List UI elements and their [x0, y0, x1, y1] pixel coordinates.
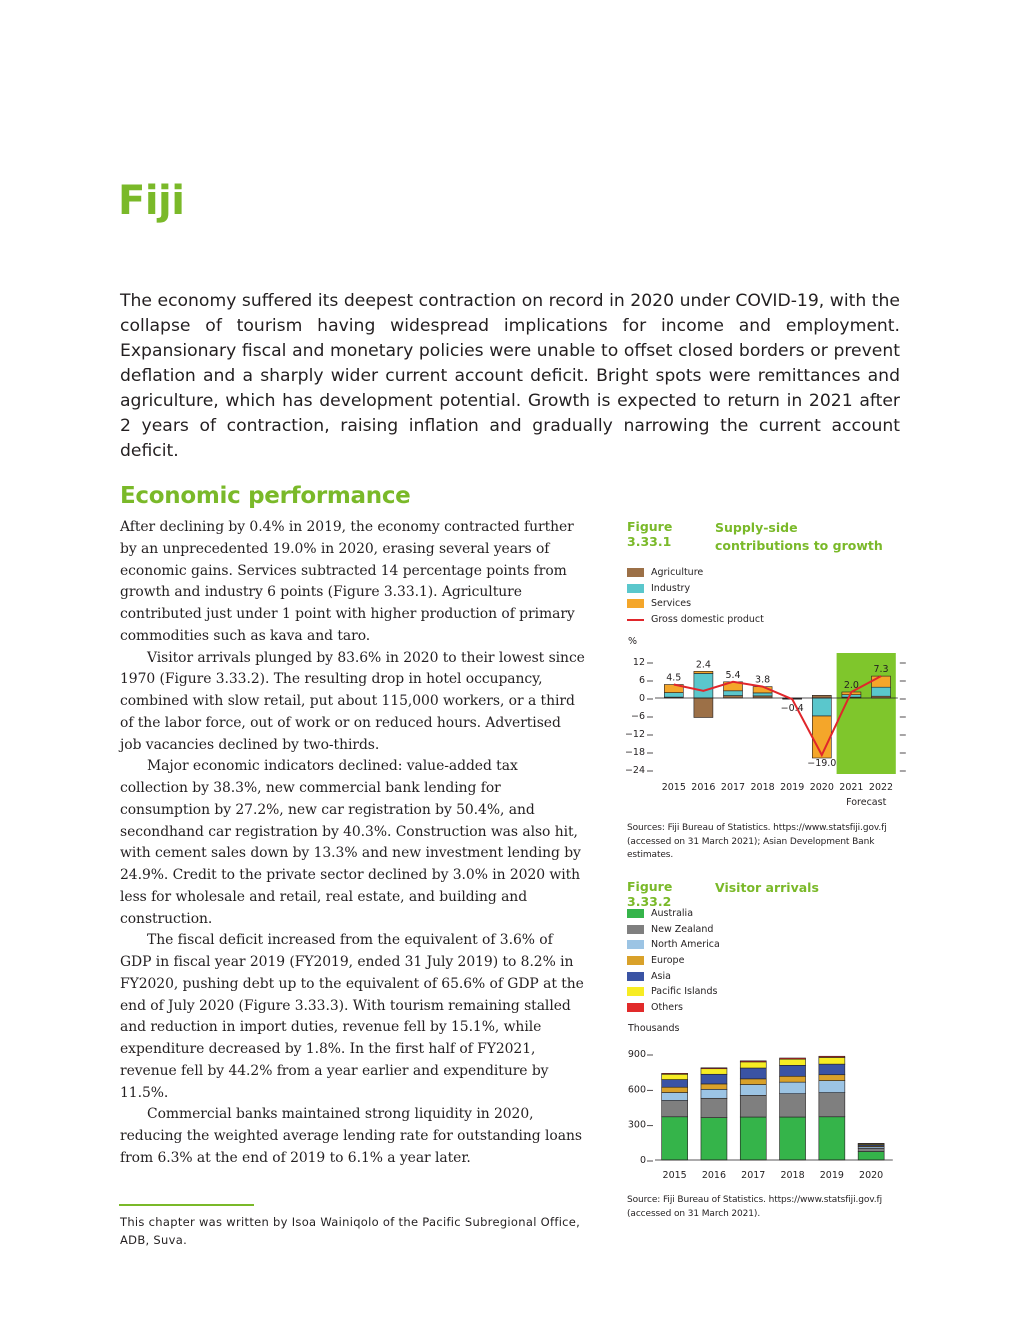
figure2-legend: [627, 906, 720, 1015]
figure1-unit: %: [628, 636, 638, 647]
x-tick-label: 2017: [720, 782, 746, 793]
bar-pacific-islands-2019: [819, 1057, 845, 1064]
bar-north-america-2015: [662, 1093, 688, 1101]
bar-north-america-2019: [819, 1081, 845, 1093]
y-tick-label: −24: [624, 765, 645, 776]
legend-label: Europe: [651, 955, 685, 967]
legend-item-industry: [627, 581, 764, 597]
bar-europe-2019: [819, 1075, 845, 1081]
legend-label: Pacific Islands: [651, 986, 718, 998]
x-tick-label: 2019: [780, 782, 805, 793]
bar-asia-2017: [740, 1068, 766, 1079]
bar-others-2018: [780, 1058, 806, 1059]
data-label-2021: 2.0: [843, 680, 859, 691]
bar-asia-2016: [701, 1074, 727, 1084]
figure2-chart: [615, 1040, 915, 1185]
legend-item-gdp: [627, 612, 764, 628]
paragraph: Major economic indicators declined: value-added tax collection by 38.3%, new commercial bank lending for consumption by 27.2%, new car registration by 50.4%, and secondhand car registration by 40.3%. Construction was also hit, with cement sales down by 13.3% and new investment lending by 24.9%. Credit to the private sector declined by 3.0% in 2020 with less for wholesale and retail, real estate, and building and construction.: [120, 758, 581, 927]
page-title: Fiji: [118, 178, 185, 224]
figure1-number: Figure 3.33.1: [627, 519, 673, 549]
legend-swatch: [627, 940, 644, 949]
bar-industry-2016: [694, 673, 713, 698]
paragraph: Visitor arrivals plunged by 83.6% in 2020 to their lowest since 1970 (Figure 3.33.2). The resulting drop in hotel occupancy, combined with slow retail, put about 115,000 workers, or a third of the labor force, out of work or on reduced hours. Advertised job vacancies declined by two-thirds.: [120, 649, 585, 753]
bar-asia-2015: [662, 1080, 688, 1088]
bar-others-2017: [740, 1061, 766, 1062]
legend-label: Gross domestic product: [651, 614, 764, 626]
y-tick-label: 900: [627, 1049, 646, 1060]
forecast-label: Forecast: [846, 797, 887, 808]
bar-asia-2019: [819, 1064, 845, 1075]
data-label-2018: 3.8: [755, 674, 771, 686]
x-tick-label: 2022: [868, 782, 894, 793]
bar-australia-2019: [819, 1117, 845, 1160]
x-tick-label: 2021: [839, 782, 864, 793]
y-tick-label: 12: [632, 657, 645, 668]
bar-australia-2018: [780, 1117, 806, 1160]
legend-label: Industry: [651, 582, 691, 594]
legend-label: Australia: [651, 908, 694, 920]
bar-industry-2022: [872, 687, 891, 696]
legend-line: [627, 619, 644, 621]
bar-agriculture-2016: [694, 698, 713, 718]
y-tick-label: −12: [624, 729, 645, 740]
legend-item-new-zealand: [627, 922, 720, 938]
legend-swatch: [627, 972, 644, 981]
x-tick-label: 2019: [819, 1170, 844, 1181]
x-tick-label: 2016: [691, 782, 716, 793]
bar-services-2016: [694, 671, 713, 673]
bar-others-2020: [858, 1143, 884, 1144]
legend-swatch: [627, 909, 644, 918]
figure2-source: Source: Fiji Bureau of Statistics. https://www.statsfiji.gov.fj (accessed on 31 March 2021).: [627, 1195, 883, 1219]
bar-pacific-islands-2015: [662, 1074, 688, 1079]
figure2-unit: Thousands: [628, 1023, 680, 1034]
bar-others-2015: [662, 1073, 688, 1074]
y-tick-label: 0: [639, 1155, 646, 1166]
legend-item-asia: [627, 968, 720, 984]
bar-new-zealand-2017: [740, 1095, 766, 1117]
legend-item-others: [627, 1000, 720, 1016]
bar-pacific-islands-2018: [780, 1059, 806, 1065]
figure1-caption: [627, 519, 895, 555]
legend-item-services: [627, 596, 764, 612]
legend-label: Others: [651, 1001, 683, 1013]
bar-new-zealand-2015: [662, 1101, 688, 1117]
bar-industry-2017: [724, 691, 743, 696]
bar-europe-2016: [701, 1084, 727, 1089]
legend-label: Asia: [651, 970, 671, 982]
legend-label: North America: [651, 939, 720, 951]
section-heading: Economic performance: [120, 483, 411, 509]
legend-swatch: [627, 925, 644, 934]
bar-pacific-islands-2017: [740, 1062, 766, 1068]
legend-item-agriculture: [627, 565, 764, 581]
legend-item-pacific-islands: [627, 984, 720, 1000]
bar-asia-2018: [780, 1065, 806, 1076]
bar-australia-2015: [662, 1117, 688, 1160]
data-label-2015: 4.5: [666, 672, 682, 684]
bar-services-2022: [872, 676, 891, 687]
figure2-caption: [627, 879, 895, 909]
data-label-2019: −0.4: [780, 703, 804, 715]
bar-europe-2017: [740, 1079, 766, 1085]
x-tick-label: 2016: [701, 1170, 727, 1181]
footnote-rule: [119, 1204, 254, 1206]
bar-europe-2018: [780, 1076, 806, 1082]
legend-label: Services: [651, 598, 692, 610]
x-tick-label: 2018: [750, 782, 775, 793]
x-tick-label: 2020: [859, 1170, 884, 1181]
figure2-title: Visitor arrivals: [715, 880, 819, 895]
x-tick-label: 2020: [809, 782, 834, 793]
legend-item-australia: [627, 906, 720, 922]
data-label-2016: 2.4: [695, 659, 711, 671]
figure1-legend: [627, 565, 764, 627]
bar-north-america-2016: [701, 1089, 727, 1098]
bar-others-2016: [701, 1068, 727, 1069]
legend-swatch: [627, 568, 644, 577]
legend-swatch: [627, 1003, 644, 1012]
bar-industry-2021: [842, 695, 861, 697]
paragraph: The fiscal deficit increased from the equivalent of 3.6% of GDP in fiscal year 2019 (FY2019, ended 31 July 2019) to 8.2% in FY2020, pushing debt up to the equivalent of 65.6% of GDP at the end of July 2020 (Figure 3.33.3). With tourism remaining stalled and reduction in import duties, revenue fell by 15.1%, while expenditure decreased by 1.8%. In the first half of FY2021, revenue fell by 44.2% from a year earlier and expenditure by 11.5%.: [120, 932, 584, 1101]
x-tick-label: 2015: [662, 1170, 687, 1181]
bar-new-zealand-2019: [819, 1093, 845, 1117]
legend-swatch: [627, 987, 644, 996]
bar-others-2019: [819, 1056, 845, 1057]
bar-pacific-islands-2016: [701, 1069, 727, 1075]
paragraph: Commercial banks maintained strong liquidity in 2020, reducing the weighted average lending rate for outstanding loans from 6.3% at the end of 2019 to 6.1% a year later.: [120, 1106, 582, 1166]
y-tick-label: −18: [624, 747, 645, 758]
legend-item-europe: [627, 953, 720, 969]
legend-swatch: [627, 956, 644, 965]
legend-swatch: [627, 599, 644, 608]
legend-swatch: [627, 584, 644, 593]
y-tick-label: −6: [630, 711, 645, 722]
bar-industry-2018: [753, 693, 772, 696]
footnote: This chapter was written by Isoa Wainiqolo of the Pacific Subregional Office, ADB, Suva.: [120, 1215, 581, 1247]
bar-new-zealand-2020: [858, 1148, 884, 1151]
data-label-2022: 7.3: [873, 664, 889, 676]
legend-label: New Zealand: [651, 923, 714, 935]
figure1-source: Sources: Fiji Bureau of Statistics. https://www.statsfiji.gov.fj (accessed on 31 March 2021); Asian Development Bank estimates.: [627, 823, 887, 860]
bar-industry-2020: [812, 698, 831, 716]
bar-australia-2020: [858, 1152, 884, 1160]
bar-north-america-2017: [740, 1085, 766, 1096]
bar-agriculture-2020: [812, 695, 831, 698]
bar-new-zealand-2018: [780, 1094, 806, 1117]
data-label-2017: 5.4: [725, 669, 741, 681]
bar-australia-2017: [740, 1117, 766, 1160]
bar-north-america-2018: [780, 1082, 806, 1094]
figure1-title: Supply-side contributions to growth: [715, 520, 883, 553]
figure2-number: Figure 3.33.2: [627, 879, 673, 909]
x-tick-label: 2015: [661, 782, 686, 793]
y-tick-label: 0: [638, 693, 645, 704]
legend-label: Agriculture: [651, 567, 704, 579]
x-tick-label: 2017: [741, 1170, 766, 1181]
bar-australia-2016: [701, 1118, 727, 1160]
bar-europe-2015: [662, 1087, 688, 1092]
x-tick-label: 2018: [780, 1170, 805, 1181]
bar-services-2020: [812, 716, 831, 758]
y-tick-label: 600: [627, 1084, 646, 1096]
paragraph: After declining by 0.4% in 2019, the economy contracted further by an unprecedented 19.0% in 2020, erasing several years of economic gains. Services subtracted 14 percentage points from growth and industry 6 points (Figure 3.33.1). Agriculture contributed just under 1 point with higher production of primary commodities such as kava and taro.: [120, 519, 575, 644]
legend-item-north-america: [627, 937, 720, 953]
y-tick-label: 6: [638, 675, 645, 686]
body-text: [120, 517, 585, 1170]
lead-paragraph: The economy suffered its deepest contraction on record in 2020 under COVID-19, with the collapse of tourism having widespread implications for income and employment. Expansionary fiscal and monetary policies were unable to offset closed borders or prevent deflation and a sharply wider current account deficit. Bright spots were remittances and agriculture, which has development potential. Growth is expected to return in 2021 after 2 years of contraction, raising inflation and gradually narrowing the current account deficit.: [120, 291, 900, 461]
bar-new-zealand-2016: [701, 1098, 727, 1117]
bar-industry-2015: [664, 693, 683, 698]
data-label-2020: −19.0: [807, 758, 837, 769]
figure1-chart: [615, 650, 915, 815]
y-tick-label: 300: [627, 1119, 646, 1131]
